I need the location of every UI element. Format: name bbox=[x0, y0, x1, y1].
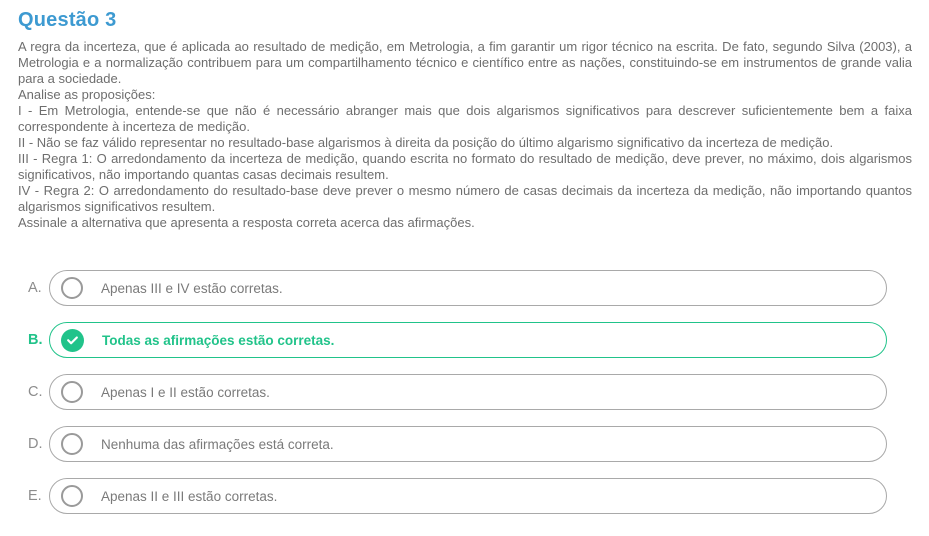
proposition-1: I - Em Metrologia, entende-se que não é necessário abranger mais que dois algarismos significativos para descrever suficientemente bem a faixa correspondente à incerteza de medição. bbox=[18, 103, 912, 134]
check-circle-icon[interactable] bbox=[61, 329, 84, 352]
question-statement: A regra da incerteza, que é aplicada ao resultado de medição, em Metrologia, a fim garantir um rigor técnico na escrita. De fato, segundo Silva (2003), a Metrologia e a normalização contribuem para um compartilhamento técnico e científico entre as nações, constituindo-se em instrumentos de grande valia para a sociedade. bbox=[18, 39, 912, 86]
option-row-c bbox=[28, 374, 887, 410]
option-pill-e[interactable] bbox=[49, 478, 887, 514]
options-list bbox=[18, 270, 912, 514]
option-pill-c[interactable] bbox=[49, 374, 887, 410]
option-row-b bbox=[28, 322, 887, 358]
radio-unselected-icon[interactable] bbox=[61, 277, 83, 299]
option-pill-a[interactable] bbox=[49, 270, 887, 306]
option-row-d bbox=[28, 426, 887, 462]
option-letter-a: A. bbox=[28, 280, 42, 296]
option-row-e bbox=[28, 478, 887, 514]
option-label-b: Todas as afirmações estão corretas. bbox=[102, 332, 335, 348]
option-letter-b: B. bbox=[28, 332, 43, 348]
radio-unselected-icon[interactable] bbox=[61, 485, 83, 507]
question-prompt: Assinale a alternativa que apresenta a resposta correta acerca das afirmações. bbox=[18, 215, 475, 230]
question-body bbox=[18, 39, 912, 231]
option-letter-e: E. bbox=[28, 488, 42, 504]
option-label-c: Apenas I e II estão corretas. bbox=[101, 384, 270, 400]
option-label-a: Apenas III e IV estão corretas. bbox=[101, 280, 283, 296]
question-title: Questão 3 bbox=[18, 9, 117, 31]
option-letter-c: C. bbox=[28, 384, 43, 400]
option-label-d: Nenhuma das afirmações está correta. bbox=[101, 436, 334, 452]
option-pill-d[interactable] bbox=[49, 426, 887, 462]
option-label-e: Apenas II e III estão corretas. bbox=[101, 488, 278, 504]
proposition-4: IV - Regra 2: O arredondamento do resultado-base deve prever o mesmo número de casas decimais da incerteza da medição, não importando quantos algarismos significativos resultem. bbox=[18, 183, 912, 214]
proposition-2: II - Não se faz válido representar no resultado-base algarismos à direita da posição do último algarismo significativo da incerteza de medição. bbox=[18, 135, 834, 150]
radio-unselected-icon[interactable] bbox=[61, 433, 83, 455]
radio-unselected-icon[interactable] bbox=[61, 381, 83, 403]
question-instruction: Analise as proposições: bbox=[18, 87, 156, 102]
option-row-a bbox=[28, 270, 887, 306]
proposition-3: III - Regra 1: O arredondamento da incerteza de medição, quando escrita no formato do resultado de medição, deve prever, no máximo, dois algarismos significativos, não importando quantas casas decimais resultem. bbox=[18, 151, 912, 182]
option-letter-d: D. bbox=[28, 436, 43, 452]
option-pill-b[interactable] bbox=[49, 322, 887, 358]
